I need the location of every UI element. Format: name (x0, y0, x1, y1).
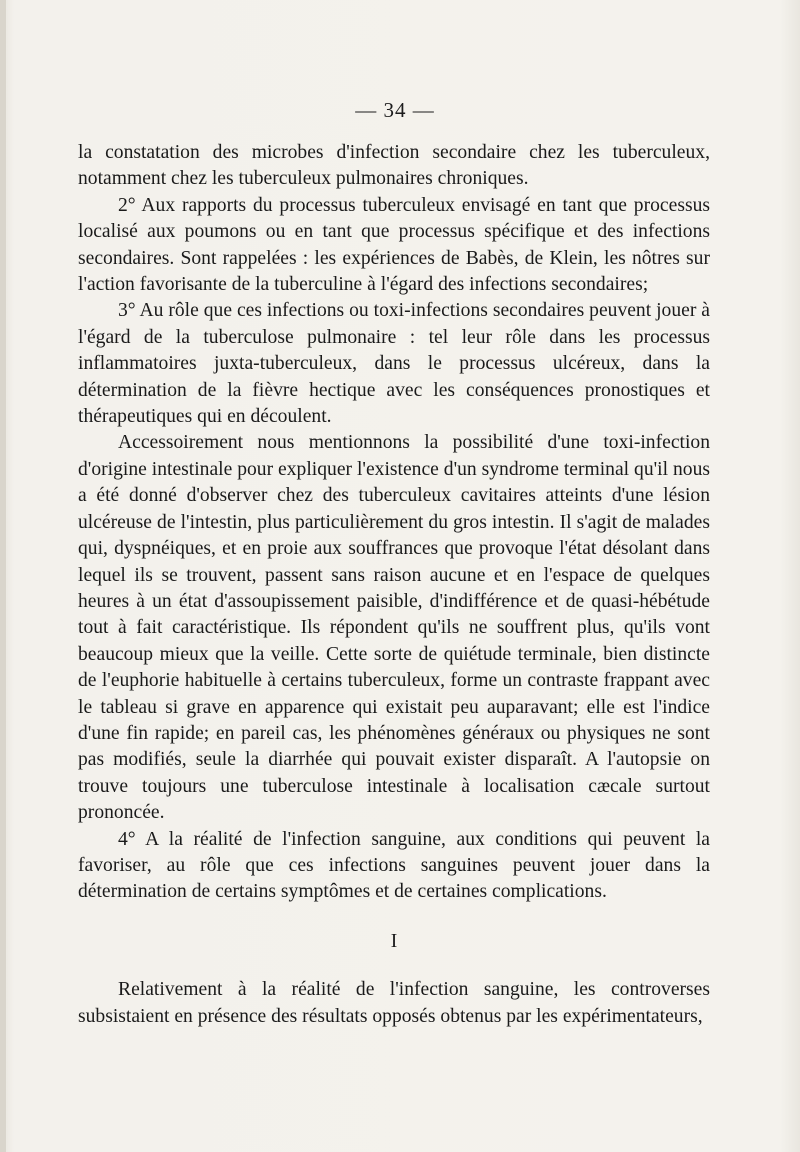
paragraph-relativement: Relativement à la réalité de l'infection sanguine, les controverses subsistaient en présence des résultats opposés obtenus par les expérimentateurs, (78, 979, 710, 1027)
page-number: — 34 — (355, 98, 435, 122)
page-gutter (0, 0, 6, 1152)
body-text (78, 140, 710, 1030)
paragraph-accessoirement: Accessoirement nous mentionnons la possibilité d'une toxi-infection d'origine intestinale pour expliquer l'existence d'un syndrome terminal qu'il nous a été donné d'observer chez des tuberculeux cavitaires atteints d'une lésion ulcéreuse de l'intestin, plus particulièrement du gros intestin. Il s'agit de malades qui, dyspnéiques, et en proie aux souffrances que provoque l'état désolant dans lequel ils se trouvent, passent sans raison aucune et en l'espace de quelques heures à un état d'assoupissement paisible, d'indifférence et de quasi-hébétude tout à fait caractéristique. Ils répondent qu'ils ne souffrent plus, qu'ils vont beaucoup mieux que la veille. Cette sorte de quiétude terminale, bien distincte de l'euphorie habituelle à certains tuberculeux, forme un contraste frappant avec le tableau si grave en apparence qui existait peu auparavant; elle est l'indice d'une fin rapide; en pareil cas, les phénomènes généraux ou physiques ne sont pas modifiés, seule la diarrhée qui pouvait exister disparaît. A l'autopsie on trouve toujours une tuberculose intestinale à localisation cæcale surtout prononcée. (78, 432, 710, 824)
paragraph-point-2: 2° Aux rapports du processus tuberculeux envisagé en tant que processus localisé aux poumons ou en tant que processus spécifique et des infections secondaires. Sont rappelées : les expériences de Babès, de Klein, les nôtres sur l'action favorisante de la tuberculine à l'égard des infections secondaires; (78, 194, 710, 296)
section-heading: I (390, 930, 398, 952)
paragraph-point-4: 4° A la réalité de l'infection sanguine, aux conditions qui peuvent la favoriser, au rôle que ces infections sanguines peuvent jouer dans la détermination de certains symptômes et de certaines complications. (78, 828, 710, 903)
paragraph-point-3: 3° Au rôle que ces infections ou toxi-infections secondaires peuvent jouer à l'égard de la tuberculose pulmonaire : tel leur rôle dans les processus inflammatoires juxta-tuberculeux, dans le processus ulcéreux, dans la détermination de la fièvre hectique avec les conséquences pronostiques et thérapeutiques qui en découlent. (78, 300, 710, 428)
paragraph-continuation: la constatation des microbes d'infection secondaire chez les tuberculeux, notamment chez les tuberculeux pulmonaires chroniques. (78, 142, 710, 190)
